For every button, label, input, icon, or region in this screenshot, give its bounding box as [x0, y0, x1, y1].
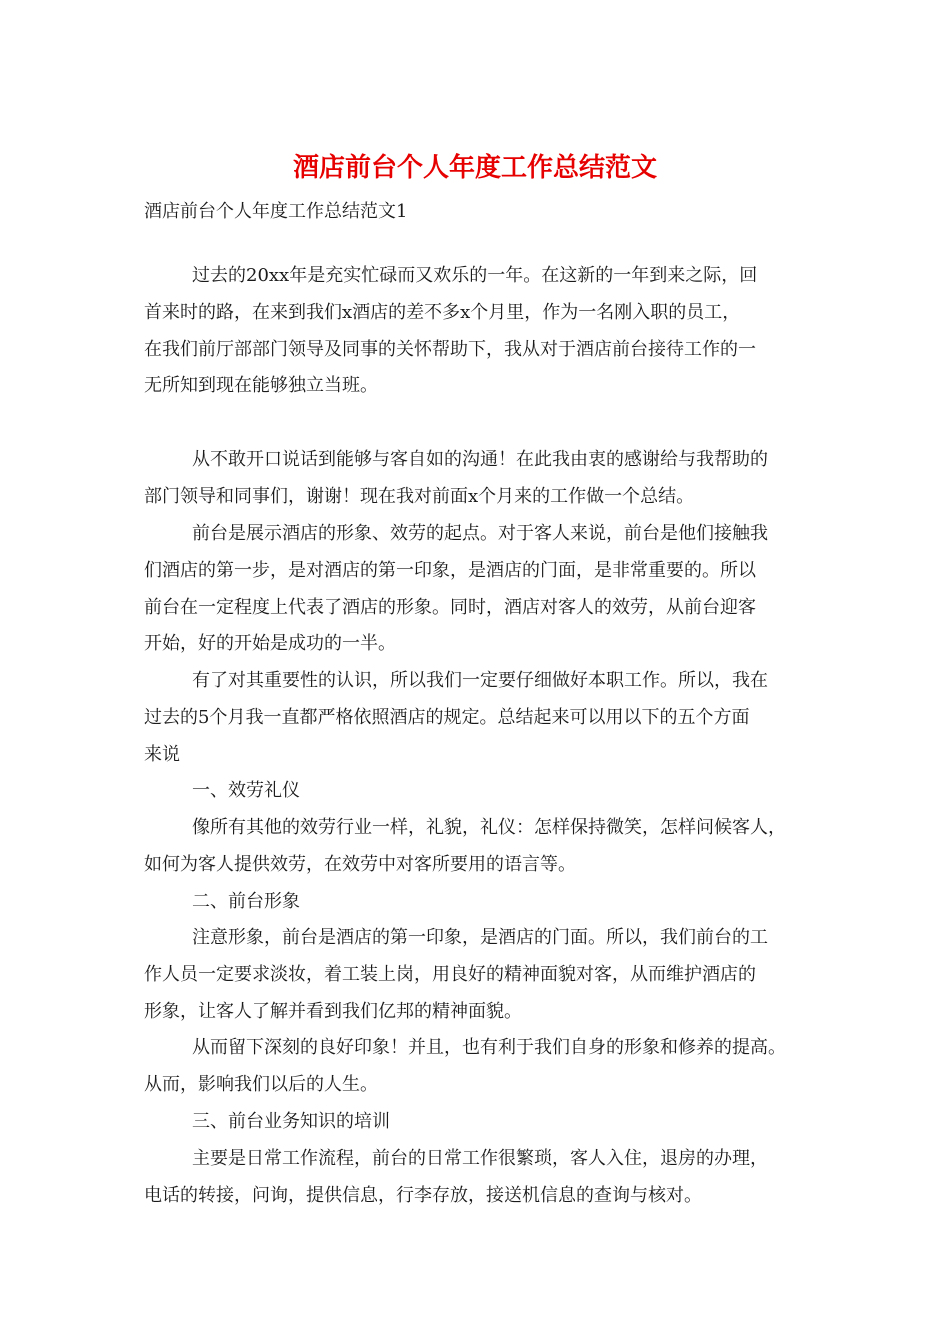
section-heading-text: 三、前台业务知识的培训: [192, 1111, 390, 1132]
paragraph-importance: [144, 663, 824, 773]
paragraph-line: 从不敢开口说话到能够与客自如的沟通！在此我由衷的感谢给与我帮助的: [192, 449, 768, 470]
paragraph-line: 前台在一定程度上代表了酒店的形象。同时，酒店对客人的效劳，从前台迎客: [144, 596, 756, 618]
paragraph-line: 们酒店的第一步，是对酒店的第一印象，是酒店的门面，是非常重要的。所以: [144, 559, 756, 581]
paragraph-line: 有了对其重要性的认识，所以我们一定要仔细做好本职工作。所以，我在: [192, 670, 768, 691]
paragraph-line: 首来时的路，在来到我们x酒店的差不多x个月里，作为一名刚入职的员工，: [144, 301, 741, 323]
section-heading-front-desk-image: [144, 884, 824, 921]
document-subtitle: 酒店前台个人年度工作总结范文1: [144, 201, 408, 222]
paragraph-line: 电话的转接，问询，提供信息，行李存放，接送机信息的查询与核对。: [144, 1184, 702, 1206]
paragraph-impression: [144, 1030, 824, 1104]
paragraph-line: 无所知到现在能够独立当班。: [144, 375, 378, 397]
section-heading-business-training: [144, 1104, 824, 1141]
paragraph-line: 作人员一定要求淡妆，着工装上岗，用良好的精神面貌对客，从而维护酒店的: [144, 963, 756, 985]
paragraph-workflow: [144, 1141, 824, 1215]
paragraph-line: 如何为客人提供效劳，在效劳中对客所要用的语言等。: [144, 853, 576, 875]
paragraph-line: 开始，好的开始是成功的一半。: [144, 633, 396, 655]
paragraph-line: 部门领导和同事们，谢谢！现在我对前面x个月来的工作做一个总结。: [144, 485, 695, 507]
paragraph-line: 从而，影响我们以后的人生。: [144, 1073, 378, 1095]
section-heading-text: 一、效劳礼仪: [192, 780, 300, 801]
paragraph-etiquette: [144, 810, 824, 884]
paragraph-line: 形象，让客人了解并看到我们亿邦的精神面貌。: [144, 1000, 522, 1022]
paragraph-line: 前台是展示酒店的形象、效劳的起点。对于客人来说，前台是他们接触我: [192, 523, 768, 544]
paragraph-line: 像所有其他的效劳行业一样，礼貌，礼仪：怎样保持微笑，怎样问候客人，: [192, 817, 786, 838]
document-title: 酒店前台个人年度工作总结范文: [292, 153, 657, 183]
paragraph-line: 注意形象，前台是酒店的第一印象，是酒店的门面。所以，我们前台的工: [192, 927, 768, 948]
paragraph-line: 过去的5个月我一直都严格依照酒店的规定。总结起来可以用以下的五个方面: [144, 706, 750, 728]
paragraph-line: 过去的20xx年是充实忙碌而又欢乐的一年。在这新的一年到来之际，回: [192, 265, 758, 286]
paragraph-intro: [144, 258, 824, 405]
section-heading-service-etiquette: [144, 773, 824, 810]
paragraph-line: 来说: [144, 743, 180, 765]
paragraph-thanks: [144, 442, 824, 516]
section-heading-text: 二、前台形象: [192, 891, 300, 912]
paragraph-front-desk-role: [144, 516, 824, 663]
paragraph-line: 主要是日常工作流程，前台的日常工作很繁琐，客人入住，退房的办理，: [192, 1148, 768, 1169]
paragraph-line: 从而留下深刻的良好印象！并且，也有利于我们自身的形象和修养的提高。: [192, 1037, 786, 1058]
paragraph-line: 在我们前厅部部门领导及同事的关怀帮助下，我从对于酒店前台接待工作的一: [144, 338, 756, 360]
paragraph-image: [144, 920, 824, 1030]
